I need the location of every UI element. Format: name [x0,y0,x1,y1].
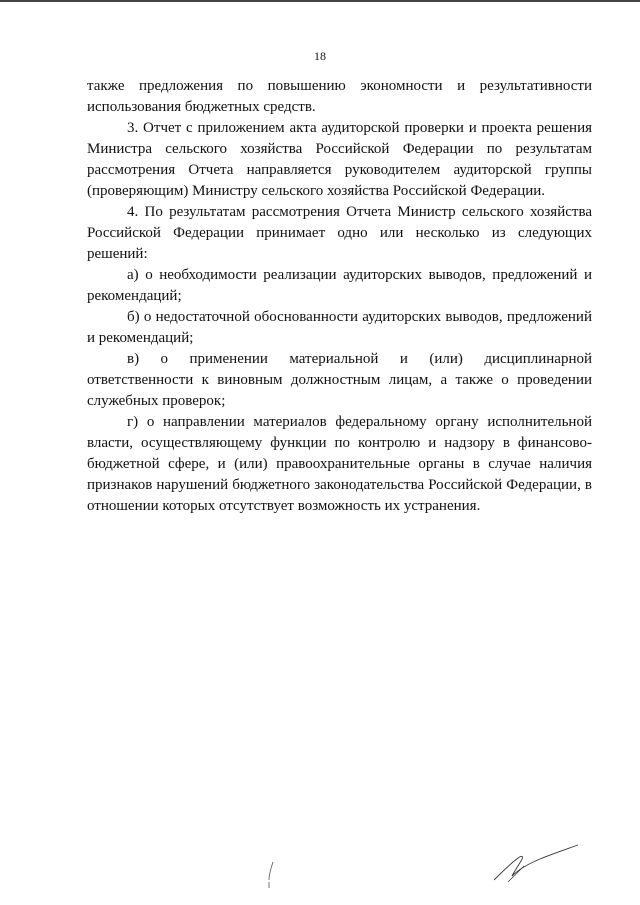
paragraph-option-g: г) о направлении материалов федеральному органу исполнительной власти, осуществляющему функции по контролю и надзору в финансово-бюджетной сфере, и (или) правоохранительные органы в случае наличия признаков нарушений бюджетного законодательства Российской Федерации, в отношении которых отсутствует возможность их устранения. [87,414,592,514]
paragraph-item-4: 4. По результатам рассмотрения Отчета Министр сельского хозяйства Российской Федерации принимает одно или несколько из следующих решений: [87,204,592,262]
document-body [87,76,592,517]
signature [488,842,580,884]
paragraph-option-v: в) о применении материальной и (или) дисциплинарной ответственности к виновным должностным лицам, а также о проведении служебных проверок; [87,351,592,409]
page-top-border [0,0,640,2]
paragraph-continuation: также предложения по повышению экономности и результативности использования бюджетных средств. [87,78,592,115]
paragraph-option-b: б) о недостаточной обоснованности аудиторских выводов, предложений и рекомендаций; [87,309,592,346]
paragraph-option-a: а) о необходимости реализации аудиторских выводов, предложений и рекомендаций; [87,267,592,304]
margin-mark [266,860,276,890]
paragraph-item-3: 3. Отчет с приложением акта аудиторской проверки и проекта решения Министра сельского хозяйства Российской Федерации по результатам рассмотрения Отчета направляется руководителем аудиторской группы (проверяющим) Министру сельского хозяйства Российской Федерации. [87,120,592,199]
page-number: 18 [314,49,326,63]
